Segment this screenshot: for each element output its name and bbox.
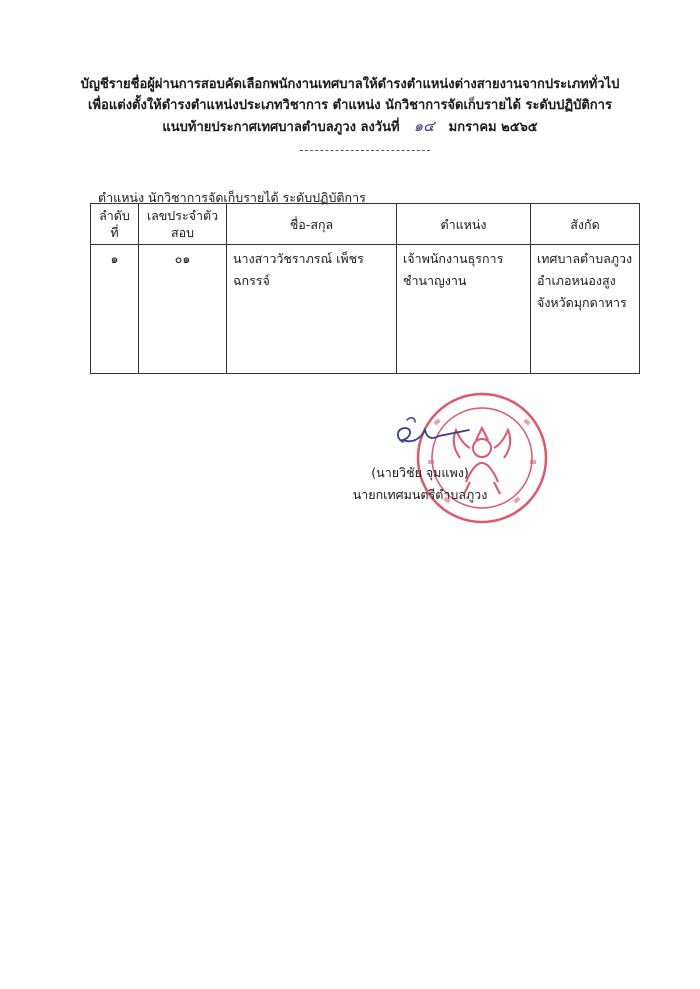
column-header-exam-no: เลขประจำตัว สอบ — [139, 204, 227, 245]
header-line-3 — [0, 116, 700, 138]
header-divider — [300, 150, 430, 151]
header-line-1: บัญชีรายชื่อผู้ผ่านการสอบคัดเลือกพนักงานเทศบาลให้ดำรงตำแหน่งต่างสายงานจากประเภททั่วไป — [80, 77, 620, 92]
column-header-order: ลำดับ ที่ — [91, 204, 139, 245]
column-header-name: ชื่อ-สกุล — [227, 204, 397, 245]
header-line-3-prefix: แนบท้ายประกาศเทศบาลตำบลภูวง ลงวันที่ — [162, 120, 400, 135]
signer-block — [340, 462, 500, 506]
header-line-3-suffix: มกราคม ๒๕๖๕ — [448, 120, 538, 135]
header-line-2: เพื่อแต่งตั้งให้ดำรงตำแหน่งประเภทวิชาการ ตำแหน่ง นักวิชาการจัดเก็บรายได้ ระดับปฏิบัติการ — [88, 98, 612, 113]
cell-name: นางสาววัชราภรณ์ เพ็ชรฉกรรจ์ — [227, 245, 397, 374]
cell-position: เจ้าพนักงานธุรการ ชำนาญงาน — [397, 245, 531, 374]
table-header-row — [91, 204, 640, 245]
table-row — [91, 245, 640, 374]
cell-order: ๑ — [91, 245, 139, 374]
signer-name: (นายวิชัย จุมแพง) — [371, 465, 469, 480]
column-header-position: ตำแหน่ง — [397, 204, 531, 245]
signer-title: นายกเทศมนตรีตำบลภูวง — [352, 487, 488, 502]
position-title: ตำแหน่ง นักวิชาการจัดเก็บรายได้ ระดับปฏิบัติการ — [98, 190, 366, 205]
cell-exam-no: ๐๑ — [139, 245, 227, 374]
column-header-affiliation: สังกัด — [531, 204, 640, 245]
signature-scribble — [385, 412, 475, 456]
cell-affiliation: เทศบาลตำบลภูวง อำเภอหนองสูง จังหวัดมุกดาหาร — [531, 245, 640, 374]
document-header — [0, 74, 700, 138]
results-table — [90, 203, 640, 374]
handwritten-day: ๑๔ — [413, 117, 435, 135]
